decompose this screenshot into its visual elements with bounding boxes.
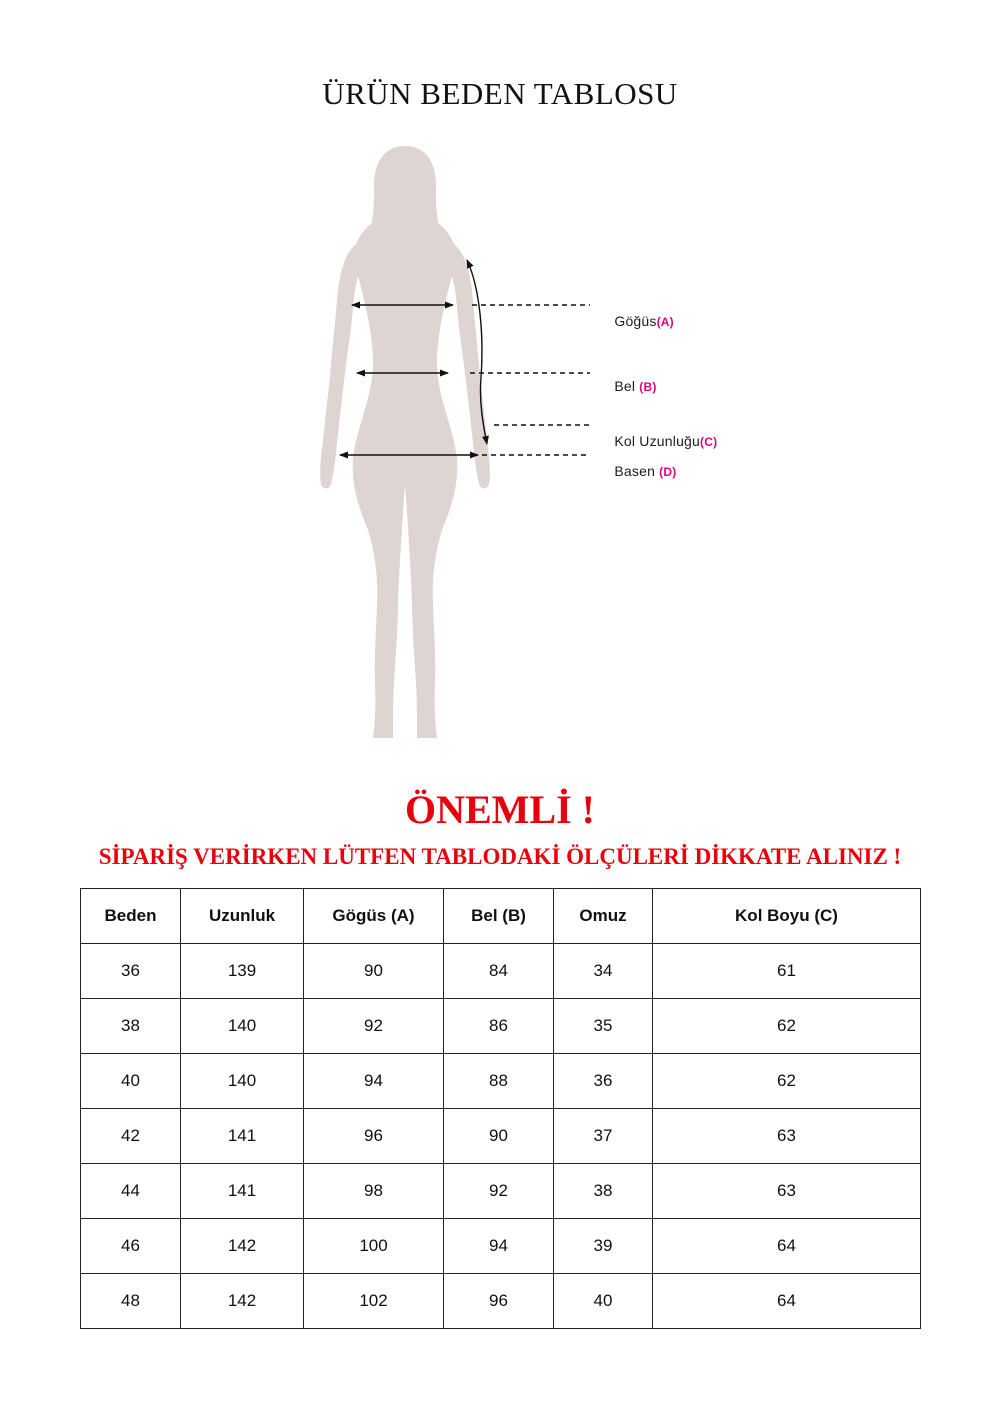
table-cell: 92 [444,1164,554,1219]
header-cell-beden: Beden [81,889,181,944]
table-cell: 34 [554,944,653,999]
table-cell: 142 [181,1219,304,1274]
size-table [80,888,921,1329]
label-gogus-text: Göğüs [614,313,657,329]
table-cell: 94 [444,1219,554,1274]
table-cell: 40 [554,1274,653,1329]
table-cell: 38 [554,1164,653,1219]
table-cell: 40 [81,1054,181,1109]
warning-text: SİPARİŞ VERİRKEN LÜTFEN TABLODAKİ ÖLÇÜLERİ DİKKATE ALINIZ ! [98,844,902,869]
header-cell-kol-boyu: Kol Boyu (C) [653,889,921,944]
torso-legs [353,218,458,738]
label-basen-code: (D) [659,465,677,479]
label-basen [598,447,676,496]
table-cell: 61 [653,944,921,999]
table-cell: 96 [304,1109,444,1164]
right-arm [451,244,490,489]
table-cell: 42 [81,1109,181,1164]
table-cell: 98 [304,1164,444,1219]
label-bel [598,362,657,411]
left-arm [320,244,359,489]
table-row [81,1274,921,1329]
table-cell: 88 [444,1054,554,1109]
table-cell: 64 [653,1219,921,1274]
table-cell: 84 [444,944,554,999]
table-cell: 35 [554,999,653,1054]
label-bel-code: (B) [639,380,657,394]
label-bel-text: Bel [614,378,640,394]
table-cell: 62 [653,1054,921,1109]
table-cell: 63 [653,1164,921,1219]
table-cell: 142 [181,1274,304,1329]
table-cell: 96 [444,1274,554,1329]
header-cell-bel: Bel (B) [444,889,554,944]
table-cell: 36 [81,944,181,999]
table-cell: 90 [304,944,444,999]
table-row [81,1164,921,1219]
table-cell: 62 [653,999,921,1054]
label-gogus-code: (A) [656,315,674,329]
header-cell-omuz: Omuz [554,889,653,944]
table-cell: 38 [81,999,181,1054]
body-silhouette [320,146,490,738]
table-cell: 36 [554,1054,653,1109]
table-row [81,1109,921,1164]
header-cell-uzunluk: Uzunluk [181,889,304,944]
measurement-diagram [280,138,600,760]
table-cell: 46 [81,1219,181,1274]
table-cell: 140 [181,1054,304,1109]
table-cell: 94 [304,1054,444,1109]
label-kol-code: (C) [700,435,718,449]
table-cell: 37 [554,1109,653,1164]
label-basen-text: Basen [614,463,660,479]
table-cell: 48 [81,1274,181,1329]
label-gogus [598,297,674,346]
table-cell: 64 [653,1274,921,1329]
table-row [81,944,921,999]
header-cell-gogus: Gögüs (A) [304,889,444,944]
table-cell: 141 [181,1164,304,1219]
table-cell: 139 [181,944,304,999]
table-cell: 63 [653,1109,921,1164]
important-heading: ÖNEMLİ ! [405,787,595,832]
table-cell: 44 [81,1164,181,1219]
label-kol-text: Kol Uzunluğu [614,433,701,449]
page-title: ÜRÜN BEDEN TABLOSU [322,76,678,111]
table-cell: 141 [181,1109,304,1164]
table-cell: 86 [444,999,554,1054]
table-cell: 92 [304,999,444,1054]
table-cell: 39 [554,1219,653,1274]
table-row [81,999,921,1054]
table-row [81,1054,921,1109]
table-row [81,1219,921,1274]
table-header-row [81,889,921,944]
table-cell: 140 [181,999,304,1054]
table-cell: 102 [304,1274,444,1329]
table-cell: 90 [444,1109,554,1164]
table-cell: 100 [304,1219,444,1274]
